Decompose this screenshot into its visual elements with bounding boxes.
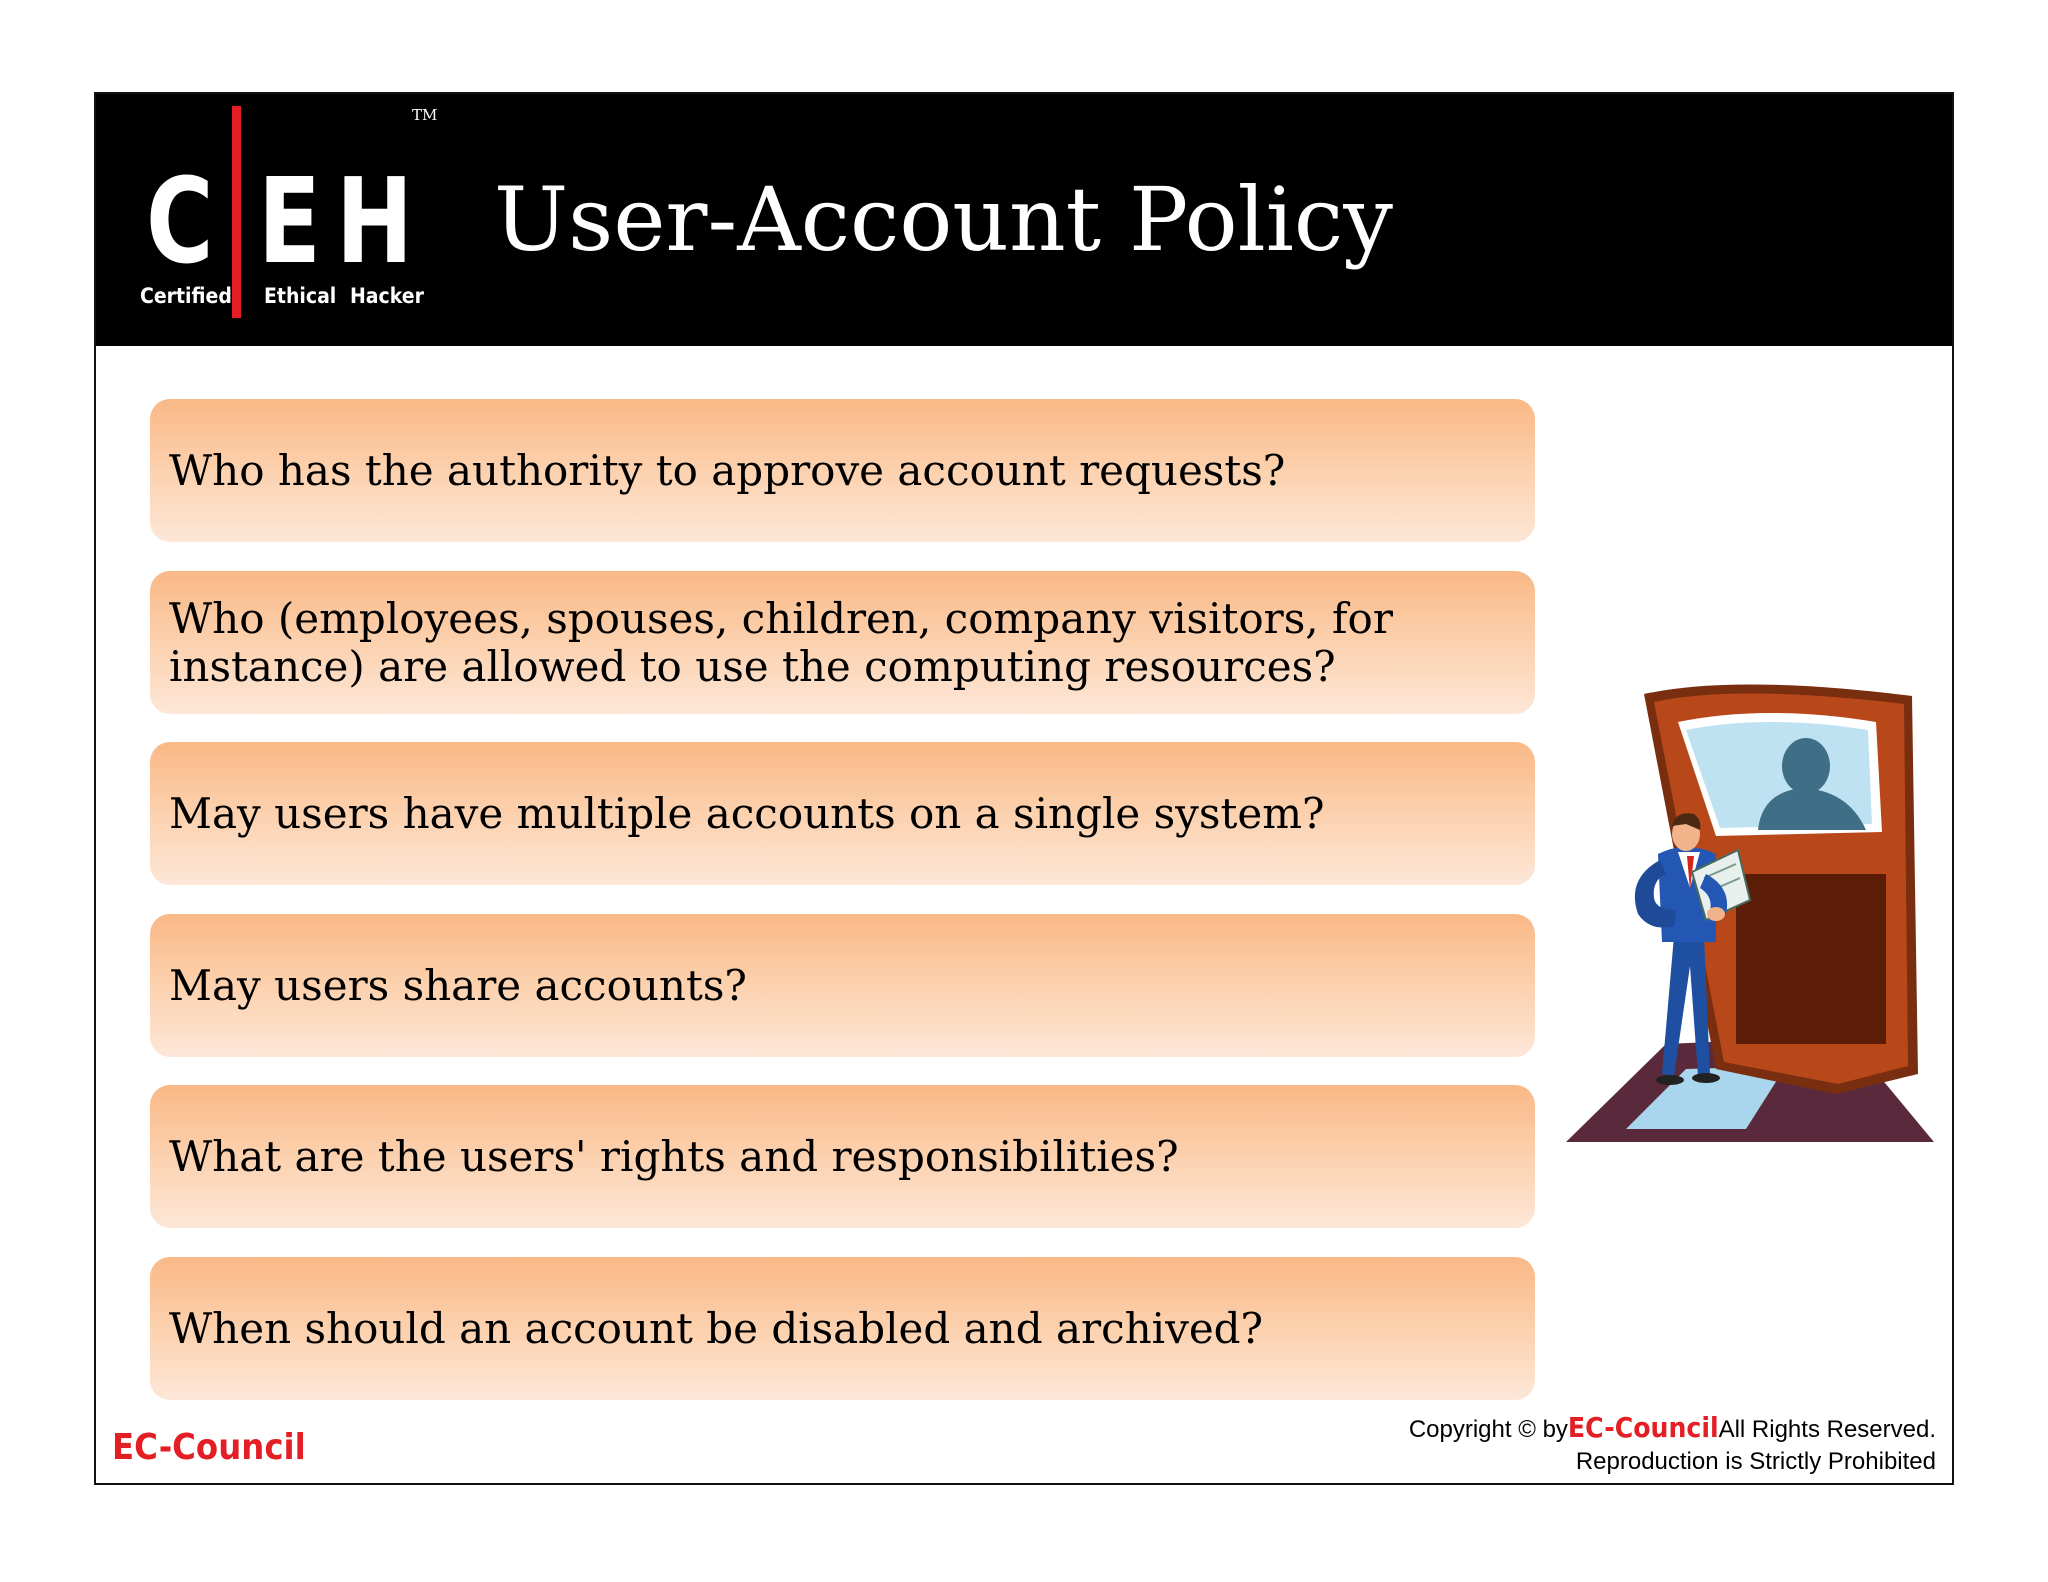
slide (94, 92, 1954, 1485)
question-box (150, 571, 1535, 714)
question-box (150, 399, 1535, 542)
ceh-logo (140, 106, 438, 336)
question-text: Who has the authority to approve account requests? (169, 445, 1286, 495)
question-box (150, 1085, 1535, 1228)
copyright-notice (1409, 1412, 1936, 1478)
logo-letter-c: C (146, 152, 214, 290)
logo-letter-h: H (336, 152, 414, 290)
question-text: May users have multiple accounts on a single system? (169, 788, 1325, 838)
question-box (150, 1257, 1535, 1400)
question-box (150, 742, 1535, 885)
logo-red-bar (232, 106, 241, 318)
question-text: What are the users' rights and responsibilities? (169, 1131, 1179, 1181)
logo-word-hacker: Hacker (350, 284, 424, 308)
page-title: User-Account Policy (494, 168, 1393, 271)
man-at-door-icon (1566, 674, 1946, 1154)
question-text: May users share accounts? (169, 960, 747, 1010)
logo-trademark: TM (412, 106, 438, 124)
question-box (150, 914, 1535, 1057)
copyright-line (1409, 1412, 1936, 1446)
question-text: Who (employees, spouses, children, company visitors, for instance) are allowed to use the computing resources? (169, 593, 1393, 691)
logo-letter-e: E (258, 152, 321, 290)
footer-brand-logo: EC-Council (112, 1427, 306, 1468)
question-text: When should an account be disabled and archived? (169, 1303, 1264, 1353)
logo-word-ethical: Ethical (264, 284, 337, 308)
copyright-brand: EC-Council (1567, 1411, 1719, 1444)
reproduction-notice: Reproduction is Strictly Prohibited (1575, 1448, 1936, 1475)
header-bar (96, 94, 1952, 346)
logo-word-certified: Certified (140, 284, 232, 308)
copyright-suffix: All Rights Reserved. (1718, 1416, 1936, 1443)
copyright-prefix: Copyright © by (1408, 1416, 1568, 1443)
